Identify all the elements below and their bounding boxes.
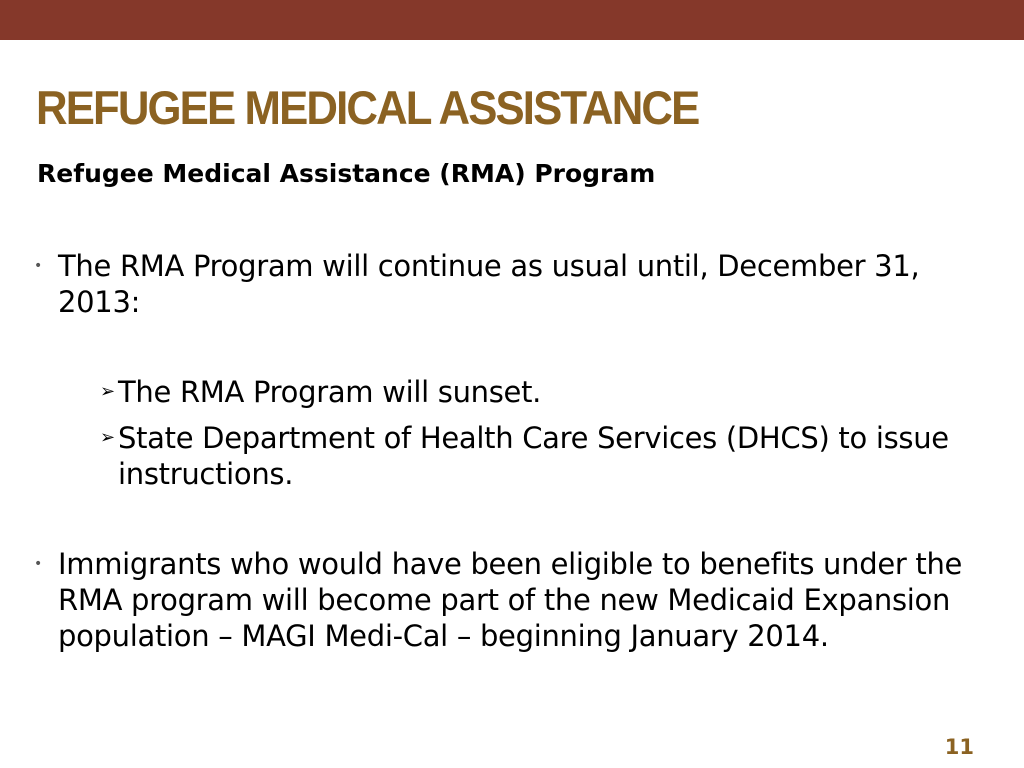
bullet-dot-icon: •	[34, 258, 43, 274]
bullet-text: Immigrants who would have been eligible to benefits under the RMA program will become part of the new Medicaid Expansion population – MAGI Medi-Cal – beginning January 2014.	[58, 547, 963, 653]
arrow-bullet-icon: ➢	[100, 427, 116, 448]
sub-bullet-item-sunset	[100, 374, 1000, 410]
slide-subtitle: Refugee Medical Assistance (RMA) Program	[37, 159, 656, 188]
bullet-item-immigrants	[34, 546, 984, 654]
bullet-dot-icon: •	[34, 556, 43, 572]
bullet-text: The RMA Program will continue as usual until, December 31, 2013:	[58, 249, 920, 319]
sub-bullet-text: The RMA Program will sunset.	[118, 375, 542, 409]
top-accent-bar	[0, 0, 1024, 40]
slide-title: REFUGEE MEDICAL ASSISTANCE	[36, 81, 699, 134]
sub-bullet-item-dhcs	[100, 420, 1000, 492]
arrow-bullet-icon: ➢	[100, 381, 116, 402]
sub-bullet-text: State Department of Health Care Services (DHCS) to issue instructions.	[118, 421, 949, 491]
bullet-item-rma-continue	[34, 248, 984, 320]
slide-page-number: 11	[944, 735, 974, 759]
